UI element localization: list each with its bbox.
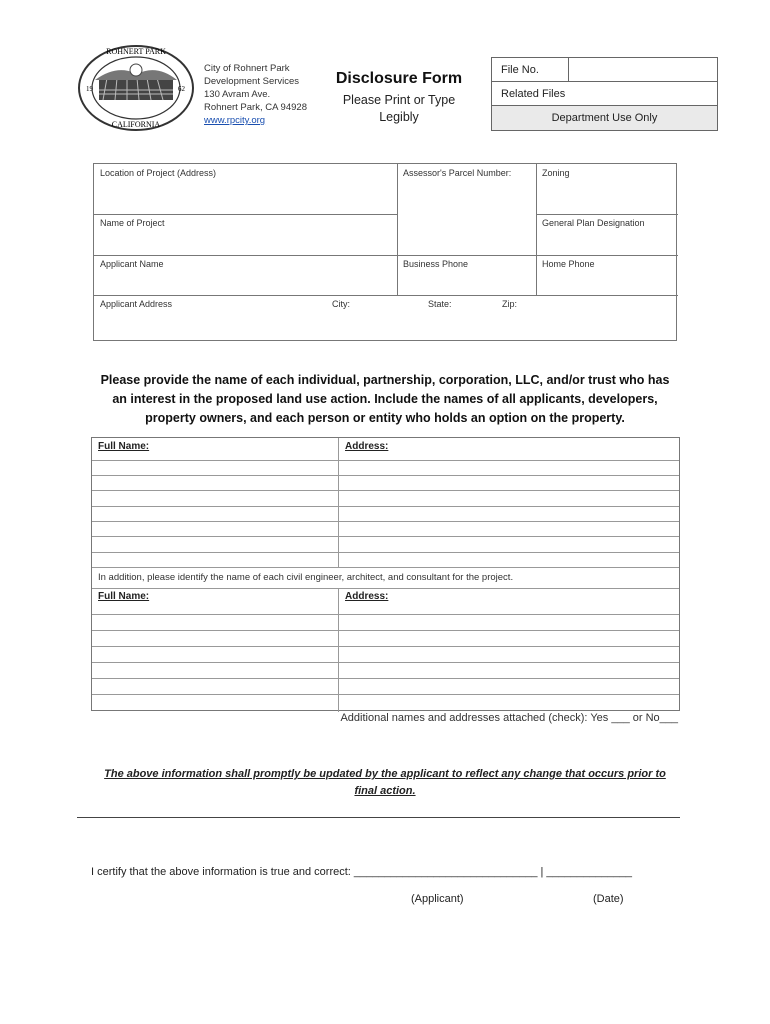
applicant-name-field[interactable] — [94, 255, 397, 295]
seal-top-text: ROHNERT PARK — [106, 47, 166, 56]
consultants-note: In addition, please identify the name of each civil engineer, architect, and consultant for the project. — [98, 572, 514, 583]
grid-line — [92, 588, 679, 589]
seal-left-text: 19 — [86, 85, 93, 93]
general-plan-field[interactable] — [536, 214, 678, 255]
grid-line — [92, 536, 679, 537]
applicant-address-label: Applicant Address — [100, 299, 173, 309]
address-header: Address: — [345, 441, 389, 452]
grid-line — [92, 567, 679, 568]
grid-line — [92, 678, 679, 679]
home-phone-label: Home Phone — [542, 259, 595, 269]
certification-line[interactable]: I certify that the above information is true and correct: ______________________________ | ______________ — [91, 866, 633, 878]
related-files-label: Related Files — [501, 88, 566, 100]
city-address-block — [204, 62, 307, 127]
street-address: 130 Avram Ave. — [204, 89, 271, 100]
file-no-field[interactable] — [569, 58, 717, 81]
website-link[interactable]: www.rpcity.org — [204, 115, 266, 126]
project-info-table — [93, 163, 677, 341]
grid-line — [92, 552, 679, 553]
project-name-label: Name of Project — [100, 218, 165, 228]
grid-line — [92, 460, 679, 461]
applicant-signature-label: (Applicant) — [411, 893, 464, 905]
names-addresses-table — [91, 437, 680, 711]
grid-line — [92, 490, 679, 491]
city-name: City of Rohnert Park — [204, 63, 290, 74]
zoning-field[interactable] — [536, 164, 678, 214]
file-number-box — [491, 57, 718, 131]
divider — [77, 817, 680, 818]
zoning-label: Zoning — [542, 168, 570, 178]
grid-line — [92, 646, 679, 647]
grid-line — [92, 521, 679, 522]
city-seal — [77, 44, 195, 132]
parcel-field[interactable] — [397, 164, 536, 255]
form-subtitle-line1: Please Print or Type — [342, 93, 456, 107]
date-label: (Date) — [593, 893, 624, 905]
grid-line — [92, 662, 679, 663]
form-title: Disclosure Form — [335, 70, 463, 87]
grid-line — [92, 475, 679, 476]
parcel-label: Assessor's Parcel Number: — [403, 168, 512, 178]
grid-line — [338, 438, 339, 567]
city-label: City: — [332, 299, 350, 309]
zip-label: Zip: — [502, 299, 518, 309]
business-phone-field[interactable] — [397, 255, 536, 295]
form-subtitle-line2: Legibly — [379, 110, 419, 124]
disclosure-instructions: Please provide the name of each individual, partnership, corporation, LLC, and/or trust who has an interest in the proposed land use action. Include the names of all applicants, developers, property owners, and each person or entity who holds an option on the property. — [100, 373, 670, 425]
full-name-header: Full Name: — [98, 441, 150, 452]
project-name-field[interactable] — [94, 214, 397, 255]
business-phone-label: Business Phone — [403, 259, 469, 269]
grid-line — [92, 630, 679, 631]
home-phone-field[interactable] — [536, 255, 678, 295]
grid-line — [92, 694, 679, 695]
additional-names-check[interactable]: Additional names and addresses attached (check): Yes ___ or No___ — [340, 712, 678, 724]
state-label: State: — [428, 299, 452, 309]
file-no-row — [492, 58, 717, 82]
full-name-header-2: Full Name: — [98, 591, 150, 602]
related-files-row[interactable] — [492, 82, 717, 106]
applicant-address-field[interactable] — [94, 295, 678, 341]
seal-right-text: 62 — [178, 85, 185, 93]
grid-line — [92, 614, 679, 615]
form-title-block — [326, 70, 472, 126]
update-notice: The above information shall promptly be updated by the applicant to reflect any change that occurs prior to final action. — [104, 768, 666, 797]
location-field[interactable] — [94, 164, 397, 214]
applicant-name-label: Applicant Name — [100, 259, 164, 269]
grid-line — [92, 506, 679, 507]
general-plan-label: General Plan Designation — [542, 218, 645, 228]
file-no-label: File No. — [492, 58, 569, 81]
location-label: Location of Project (Address) — [100, 168, 217, 178]
city-state-zip: Rohnert Park, CA 94928 — [204, 102, 307, 113]
department-name: Development Services — [204, 76, 300, 87]
department-use-only: Department Use Only — [492, 106, 717, 130]
seal-bottom-text: CALIFORNIA — [111, 120, 161, 129]
address-header-2: Address: — [345, 591, 389, 602]
